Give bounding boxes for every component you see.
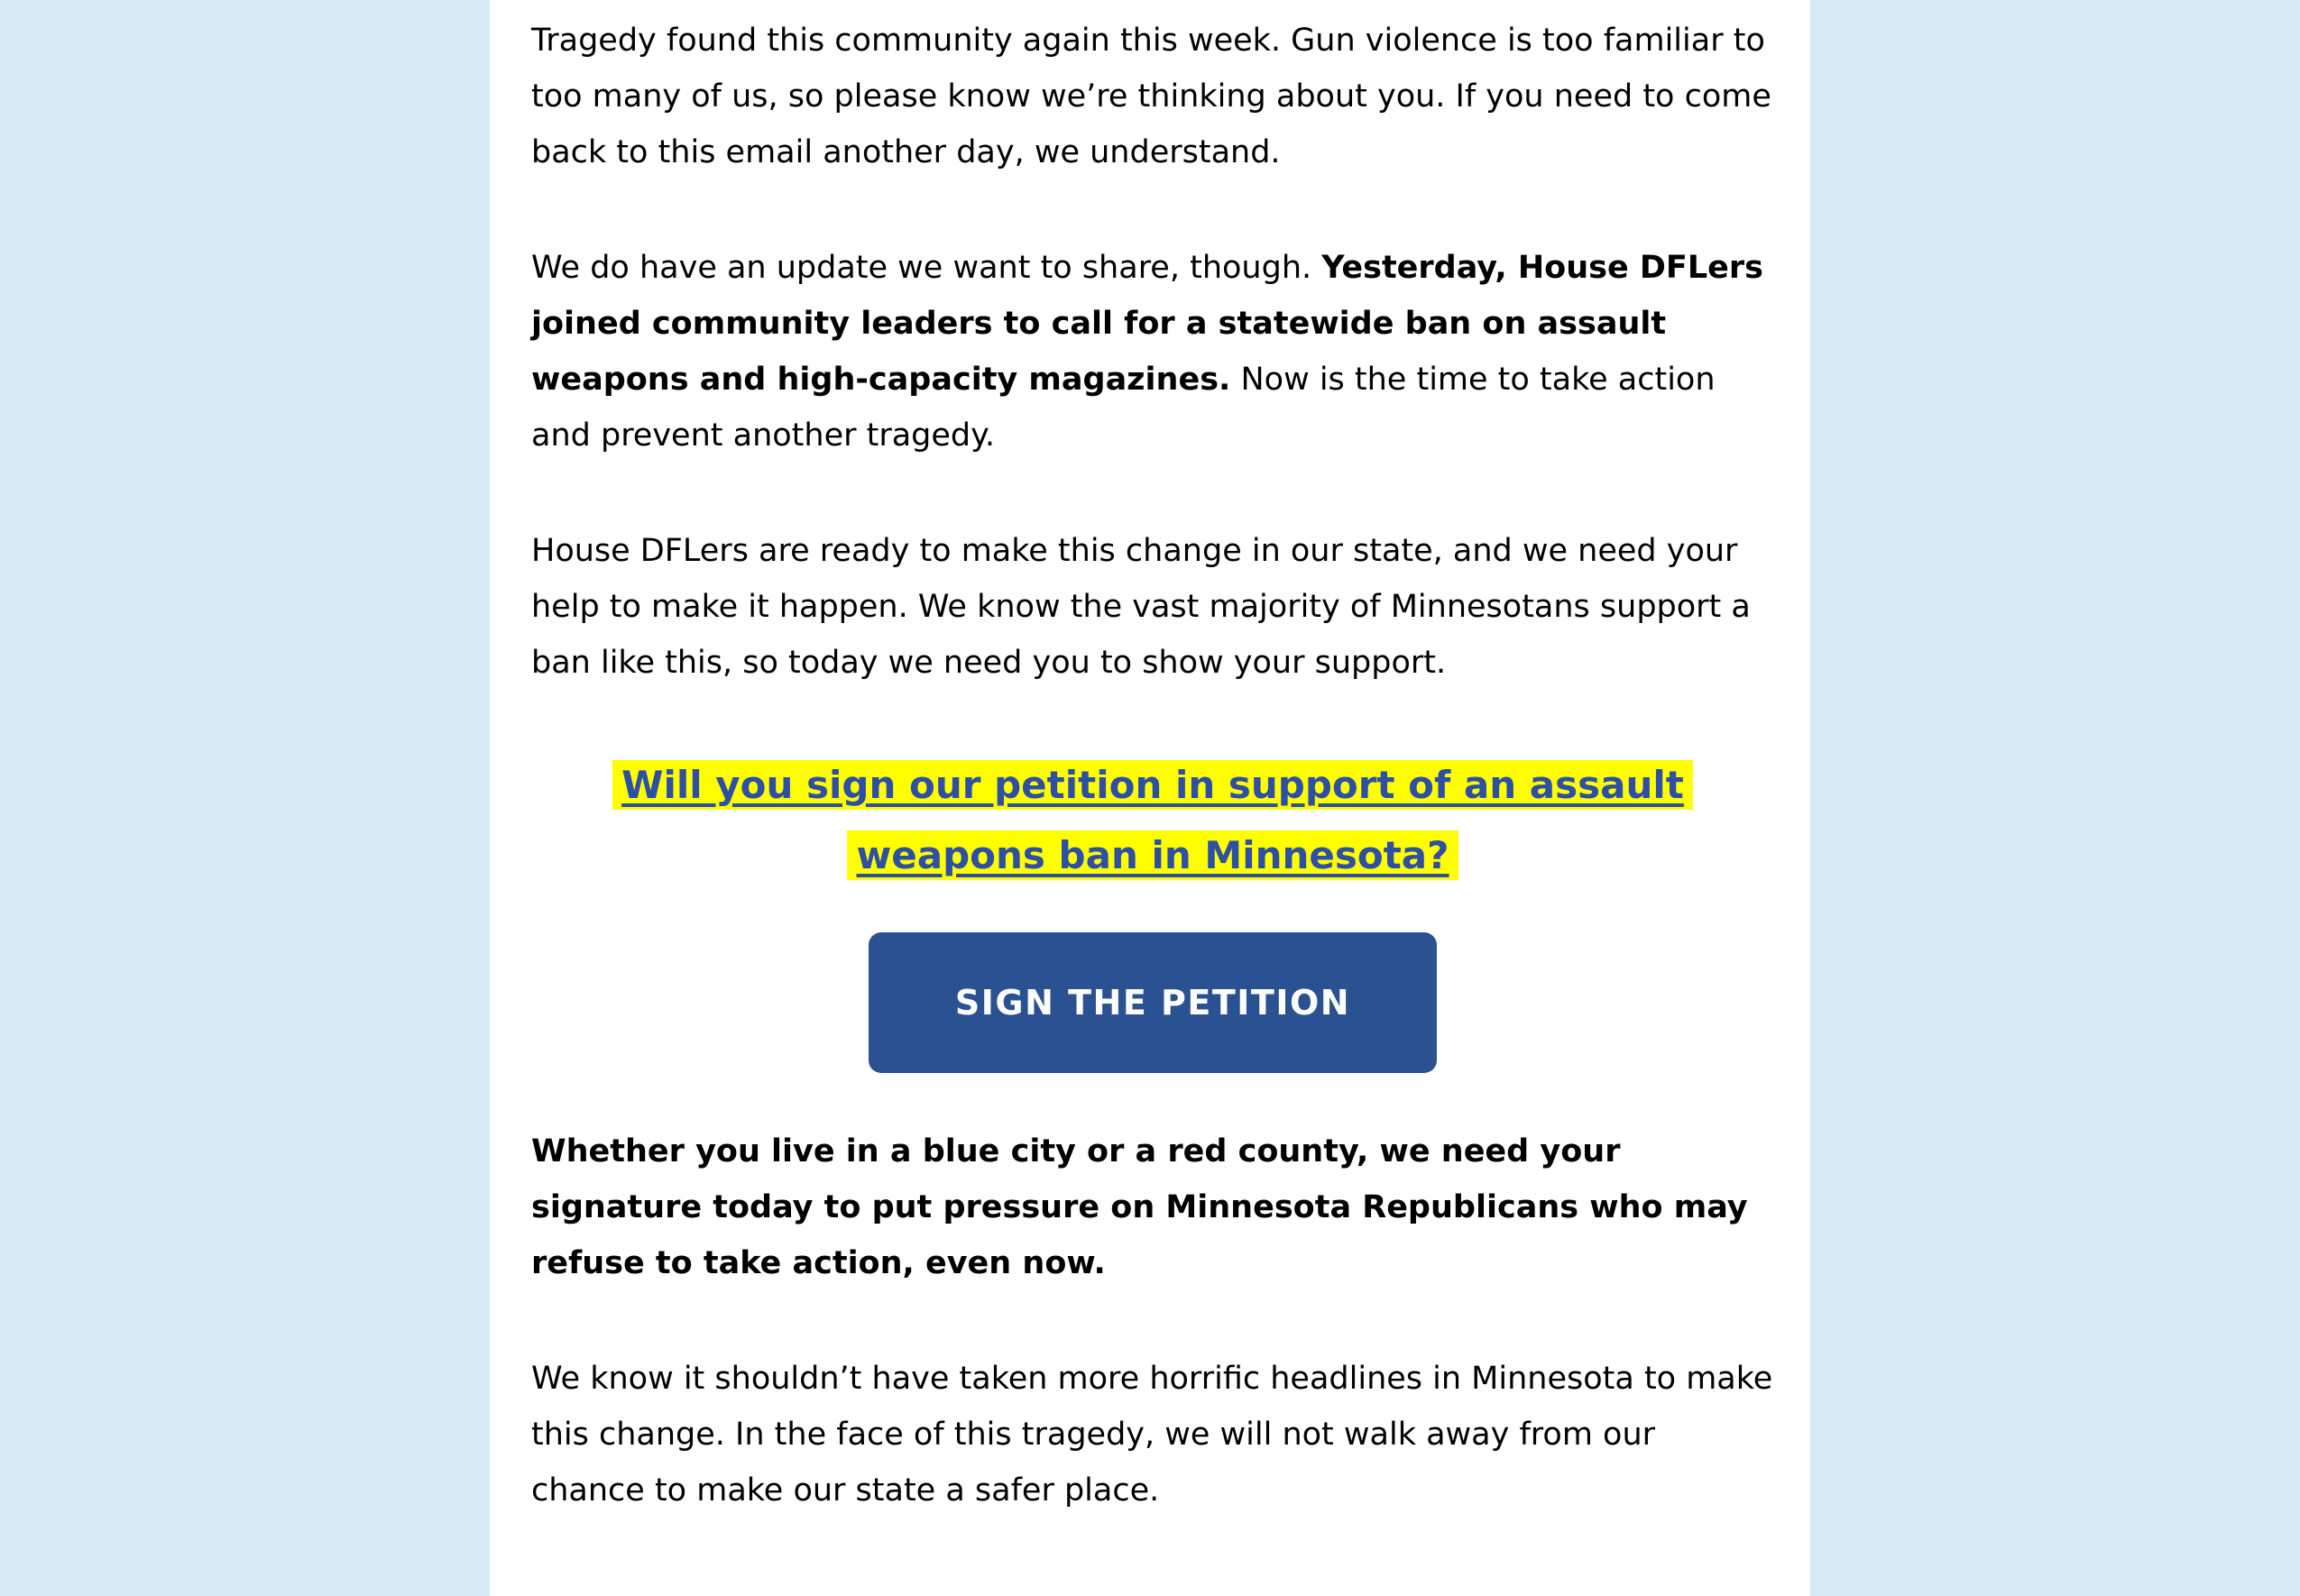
text-segment: Tragedy found this community again this week. Gun violence is too familiar to too many of us, so please know we’re thinking about you. If you need to come back to this email another day, we understand. <box>531 23 1771 170</box>
petition-link[interactable]: Will you sign our petition in support of an assault weapons ban in Minnesota? <box>612 760 1693 880</box>
paragraph <box>531 523 1774 691</box>
paragraph <box>531 1124 1774 1291</box>
petition-link-line <box>531 750 1774 891</box>
text-segment: House DFLers are ready to make this change in our state, and we need your help to make it happen. We know the vast majority of Minnesotans support a ban like this, so today we need you to show your support. <box>531 533 1751 681</box>
paragraph <box>531 240 1774 463</box>
text-segment: We do have an update we want to share, though. <box>531 250 1322 286</box>
text-segment: Now is the time to take action and prevent another tragedy. <box>531 362 1716 454</box>
email-content-column <box>490 0 1810 1596</box>
paragraph <box>531 1351 1774 1518</box>
bold-text-segment: Whether you live in a blue city or a red county, we need your signature today to put pressure on Minnesota Republicans who may refuse to take action, even now. <box>531 1133 1748 1281</box>
sign-button-row <box>531 932 1774 1073</box>
bold-text-segment: Yesterday, House DFLers joined community leaders to call for a statewide ban on assault weapons and high-capacity magazines. <box>531 250 1763 398</box>
paragraph <box>531 13 1774 180</box>
intro-paragraphs <box>531 13 1774 691</box>
closing-paragraphs <box>531 1124 1774 1518</box>
sign-the-petition-button[interactable]: SIGN THE PETITION <box>869 932 1437 1073</box>
text-segment: We know it shouldn’t have taken more horrific headlines in Minnesota to make this change. In the face of this tragedy, we will not walk away from our chance to make our state a safer place. <box>531 1361 1773 1509</box>
